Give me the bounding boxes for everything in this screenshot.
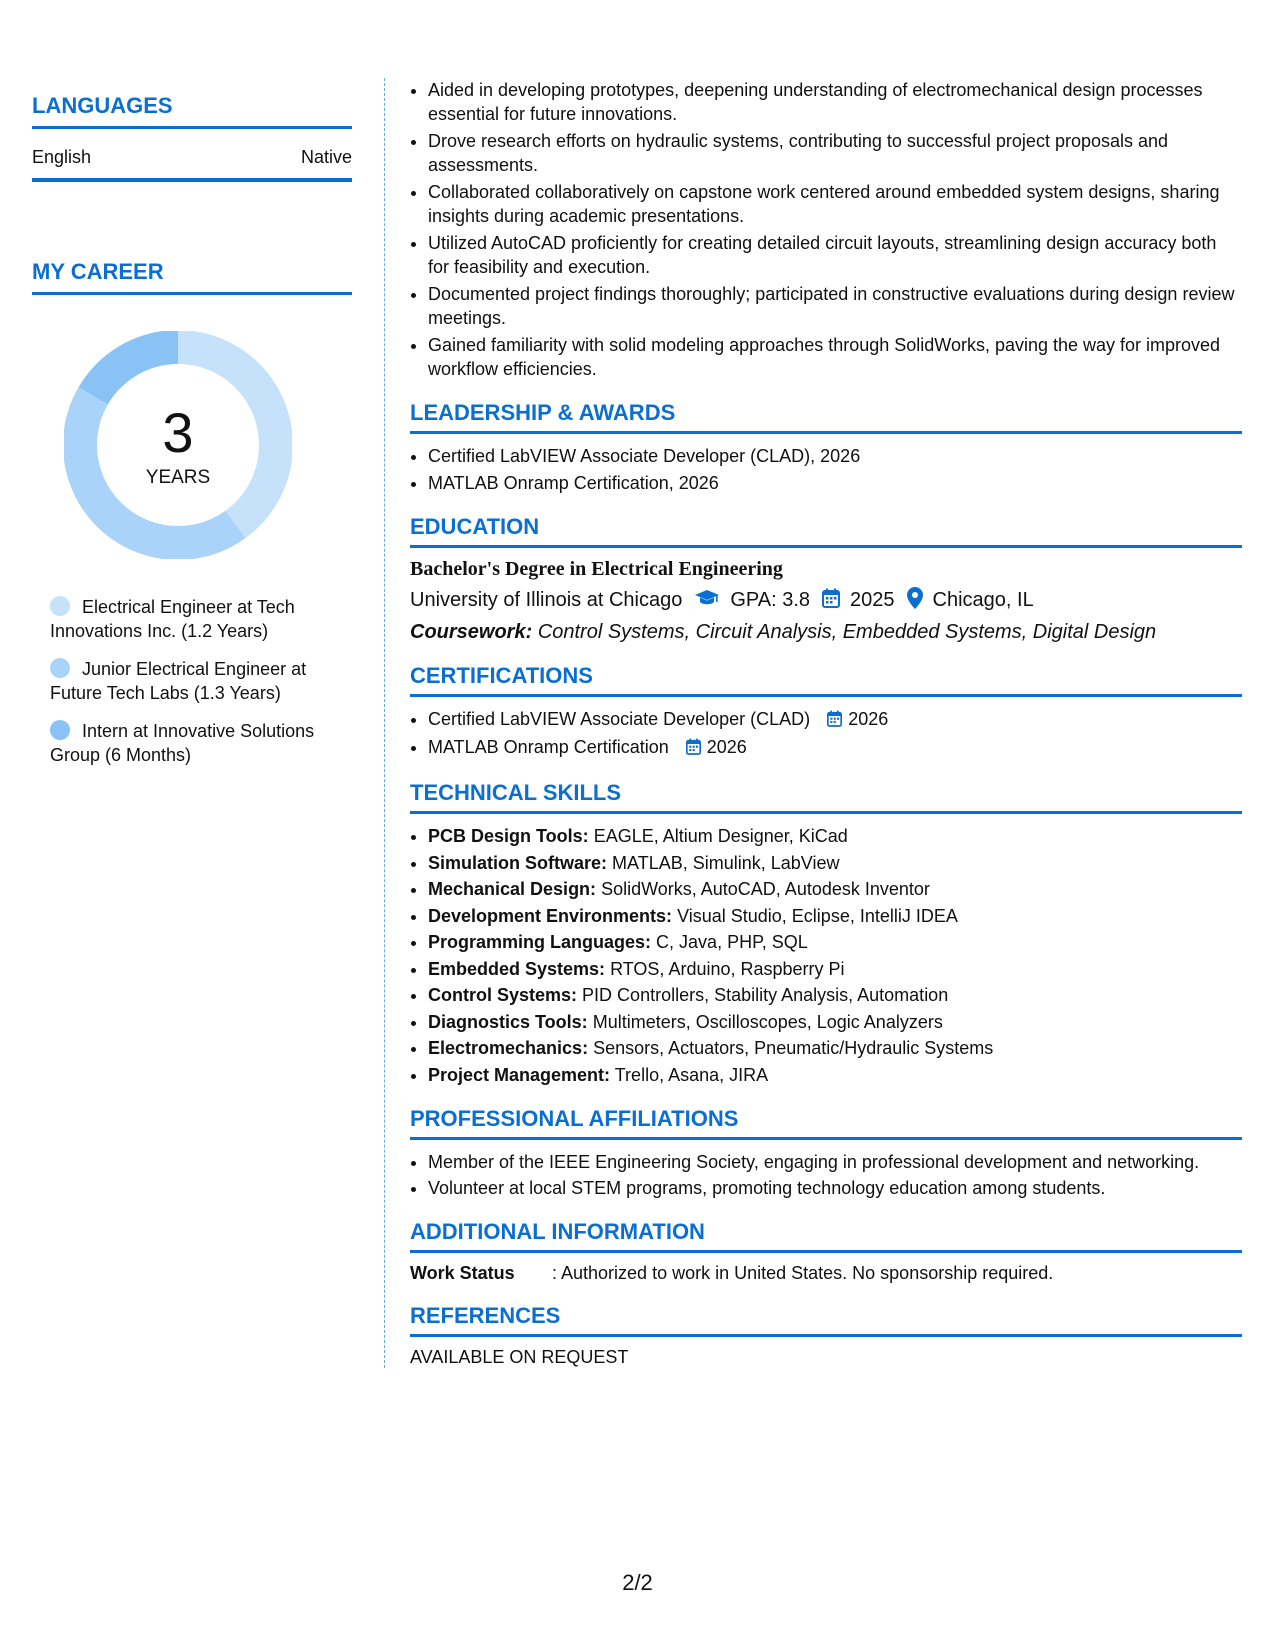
skill-label: Mechanical Design: bbox=[428, 879, 597, 899]
certification-name: Certified LabVIEW Associate Developer (CLAD) bbox=[428, 708, 811, 729]
list-item bbox=[428, 1010, 1242, 1034]
list-item: • Collaborated collaboratively on capstone work centered around embedded system designs, sharing insights during academic presentations. bbox=[428, 180, 1242, 228]
location-pin-icon bbox=[907, 587, 923, 615]
skill-value: MATLAB, Simulink, LabView bbox=[612, 852, 840, 873]
skill-label: Project Management: bbox=[428, 1064, 611, 1085]
certifications-title: CERTIFICATIONS bbox=[410, 662, 1242, 697]
skill-label: Control Systems: bbox=[428, 985, 578, 1005]
skill-label: Programming Languages: bbox=[428, 932, 652, 952]
list-item: • Member of the IEEE Engineering Society, engaging in professional development and networking. bbox=[428, 1150, 1242, 1174]
skills-section bbox=[410, 779, 1242, 1087]
gpa: GPA: 3.8 bbox=[730, 589, 811, 611]
certification-year: 2026 bbox=[848, 708, 889, 729]
list-item bbox=[428, 930, 1242, 954]
skill-label: Development Environments: bbox=[428, 905, 673, 926]
degree-name: Bachelor's Degree in Electrical Engineering bbox=[410, 557, 783, 580]
calendar-icon bbox=[822, 588, 840, 614]
skill-value: SolidWorks, AutoCAD, Autodesk Inventor bbox=[601, 879, 930, 899]
skill-value: Multimeters, Oscilloscopes, Logic Analyzers bbox=[592, 1011, 943, 1032]
skill-value: PID Controllers, Stability Analysis, Automation bbox=[582, 985, 949, 1005]
skill-value: C, Java, PHP, SQL bbox=[656, 932, 808, 952]
references-title: REFERENCES bbox=[410, 1302, 1242, 1337]
list-item bbox=[428, 824, 1242, 848]
column-divider bbox=[384, 78, 385, 1368]
coursework-list: Control Systems, Circuit Analysis, Embedded Systems, Digital Design bbox=[537, 620, 1157, 643]
career-title: MY CAREER bbox=[32, 258, 352, 295]
list-item bbox=[428, 957, 1242, 981]
list-item: • Volunteer at local STEM programs, promoting technology education among students. bbox=[428, 1176, 1242, 1200]
languages-title: LANGUAGES bbox=[32, 92, 352, 129]
education-section bbox=[410, 513, 1242, 644]
main-content bbox=[410, 78, 1242, 1368]
page-number: 2/2 bbox=[622, 1570, 653, 1595]
career-total-number: 3 bbox=[162, 401, 194, 464]
education-details bbox=[410, 587, 1242, 615]
career-donut-chart bbox=[64, 331, 292, 559]
skill-value: Trello, Asana, JIRA bbox=[614, 1064, 769, 1085]
legend-dot bbox=[50, 596, 70, 616]
skill-label: PCB Design Tools: bbox=[428, 826, 589, 846]
work-status-value: : Authorized to work in United States. No sponsorship required. bbox=[552, 1263, 1054, 1283]
additional-title: ADDITIONAL INFORMATION bbox=[410, 1218, 1242, 1253]
graduation-cap-icon bbox=[694, 589, 720, 613]
work-status-row bbox=[410, 1263, 1242, 1284]
calendar-icon bbox=[686, 737, 701, 761]
list-item: • Utilized AutoCAD proficiently for creating detailed circuit layouts, streamlining design accuracy both for feasibility and execution. bbox=[428, 231, 1242, 279]
affiliations-title: PROFESSIONAL AFFILIATIONS bbox=[410, 1105, 1242, 1140]
experience-bullets bbox=[410, 78, 1242, 381]
career-total-unit: YEARS bbox=[145, 467, 211, 488]
certification-name: MATLAB Onramp Certification bbox=[428, 737, 669, 757]
list-item: • Documented project findings thoroughly; participated in constructive evaluations during design review meetings. bbox=[428, 282, 1242, 330]
additional-section bbox=[410, 1218, 1242, 1284]
certification-year: 2026 bbox=[706, 737, 747, 757]
list-item bbox=[428, 735, 1242, 761]
list-item bbox=[428, 1063, 1242, 1087]
legend-label: Intern at Innovative Solutions Group (6 Months) bbox=[50, 721, 315, 765]
skill-label: Embedded Systems: bbox=[428, 958, 606, 979]
references-value: AVAILABLE ON REQUEST bbox=[410, 1347, 629, 1367]
sidebar bbox=[32, 92, 352, 781]
list-item: • Gained familiarity with solid modeling approaches through SolidWorks, paving the way for improved workflow efficiencies. bbox=[428, 333, 1242, 381]
legend-item bbox=[50, 595, 330, 643]
skill-value: EAGLE, Altium Designer, KiCad bbox=[593, 826, 848, 846]
language-name: English bbox=[32, 147, 92, 167]
leadership-section bbox=[410, 399, 1242, 495]
list-item bbox=[428, 1036, 1242, 1060]
list-item bbox=[428, 904, 1242, 928]
school-location: Chicago, IL bbox=[932, 589, 1034, 611]
legend-item bbox=[50, 657, 330, 705]
certifications-section bbox=[410, 662, 1242, 762]
graduation-year: 2025 bbox=[850, 589, 895, 611]
school-name: University of Illinois at Chicago bbox=[410, 589, 683, 611]
skill-value: RTOS, Arduino, Raspberry Pi bbox=[610, 958, 845, 979]
language-row bbox=[32, 129, 352, 182]
language-level: Native bbox=[300, 147, 352, 167]
skill-value: Visual Studio, Eclipse, IntelliJ IDEA bbox=[677, 905, 958, 926]
list-item: • Drove research efforts on hydraulic systems, contributing to successful project proposals and assessments. bbox=[428, 129, 1242, 177]
skill-label: Simulation Software: bbox=[428, 852, 608, 873]
legend-dot bbox=[50, 720, 70, 740]
list-item bbox=[428, 707, 1242, 733]
legend-label: Junior Electrical Engineer at Future Tech Labs (1.3 Years) bbox=[50, 659, 307, 703]
career-legend bbox=[50, 595, 352, 767]
legend-dot bbox=[50, 658, 70, 678]
legend-label: Electrical Engineer at Tech Innovations Inc. (1.2 Years) bbox=[50, 597, 295, 641]
references-section bbox=[410, 1302, 1242, 1368]
calendar-icon bbox=[827, 709, 842, 733]
list-item: • Aided in developing prototypes, deepening understanding of electromechanical design processes essential for future innovations. bbox=[428, 78, 1242, 126]
list-item bbox=[428, 983, 1242, 1007]
list-item: • MATLAB Onramp Certification, 2026 bbox=[428, 471, 1242, 495]
skill-value: Sensors, Actuators, Pneumatic/Hydraulic Systems bbox=[593, 1038, 994, 1058]
list-item: • Certified LabVIEW Associate Developer (CLAD), 2026 bbox=[428, 444, 1242, 468]
skill-label: Electromechanics: bbox=[428, 1038, 589, 1058]
list-item bbox=[428, 851, 1242, 875]
affiliations-section bbox=[410, 1105, 1242, 1201]
education-title: EDUCATION bbox=[410, 513, 1242, 548]
leadership-title: LEADERSHIP & AWARDS bbox=[410, 399, 1242, 434]
coursework-label: Coursework: bbox=[410, 620, 533, 643]
skills-title: TECHNICAL SKILLS bbox=[410, 779, 1242, 814]
skill-label: Diagnostics Tools: bbox=[428, 1011, 588, 1032]
coursework bbox=[410, 621, 1242, 644]
work-status-label: Work Status bbox=[410, 1263, 515, 1283]
list-item bbox=[428, 877, 1242, 901]
legend-item bbox=[50, 719, 330, 767]
